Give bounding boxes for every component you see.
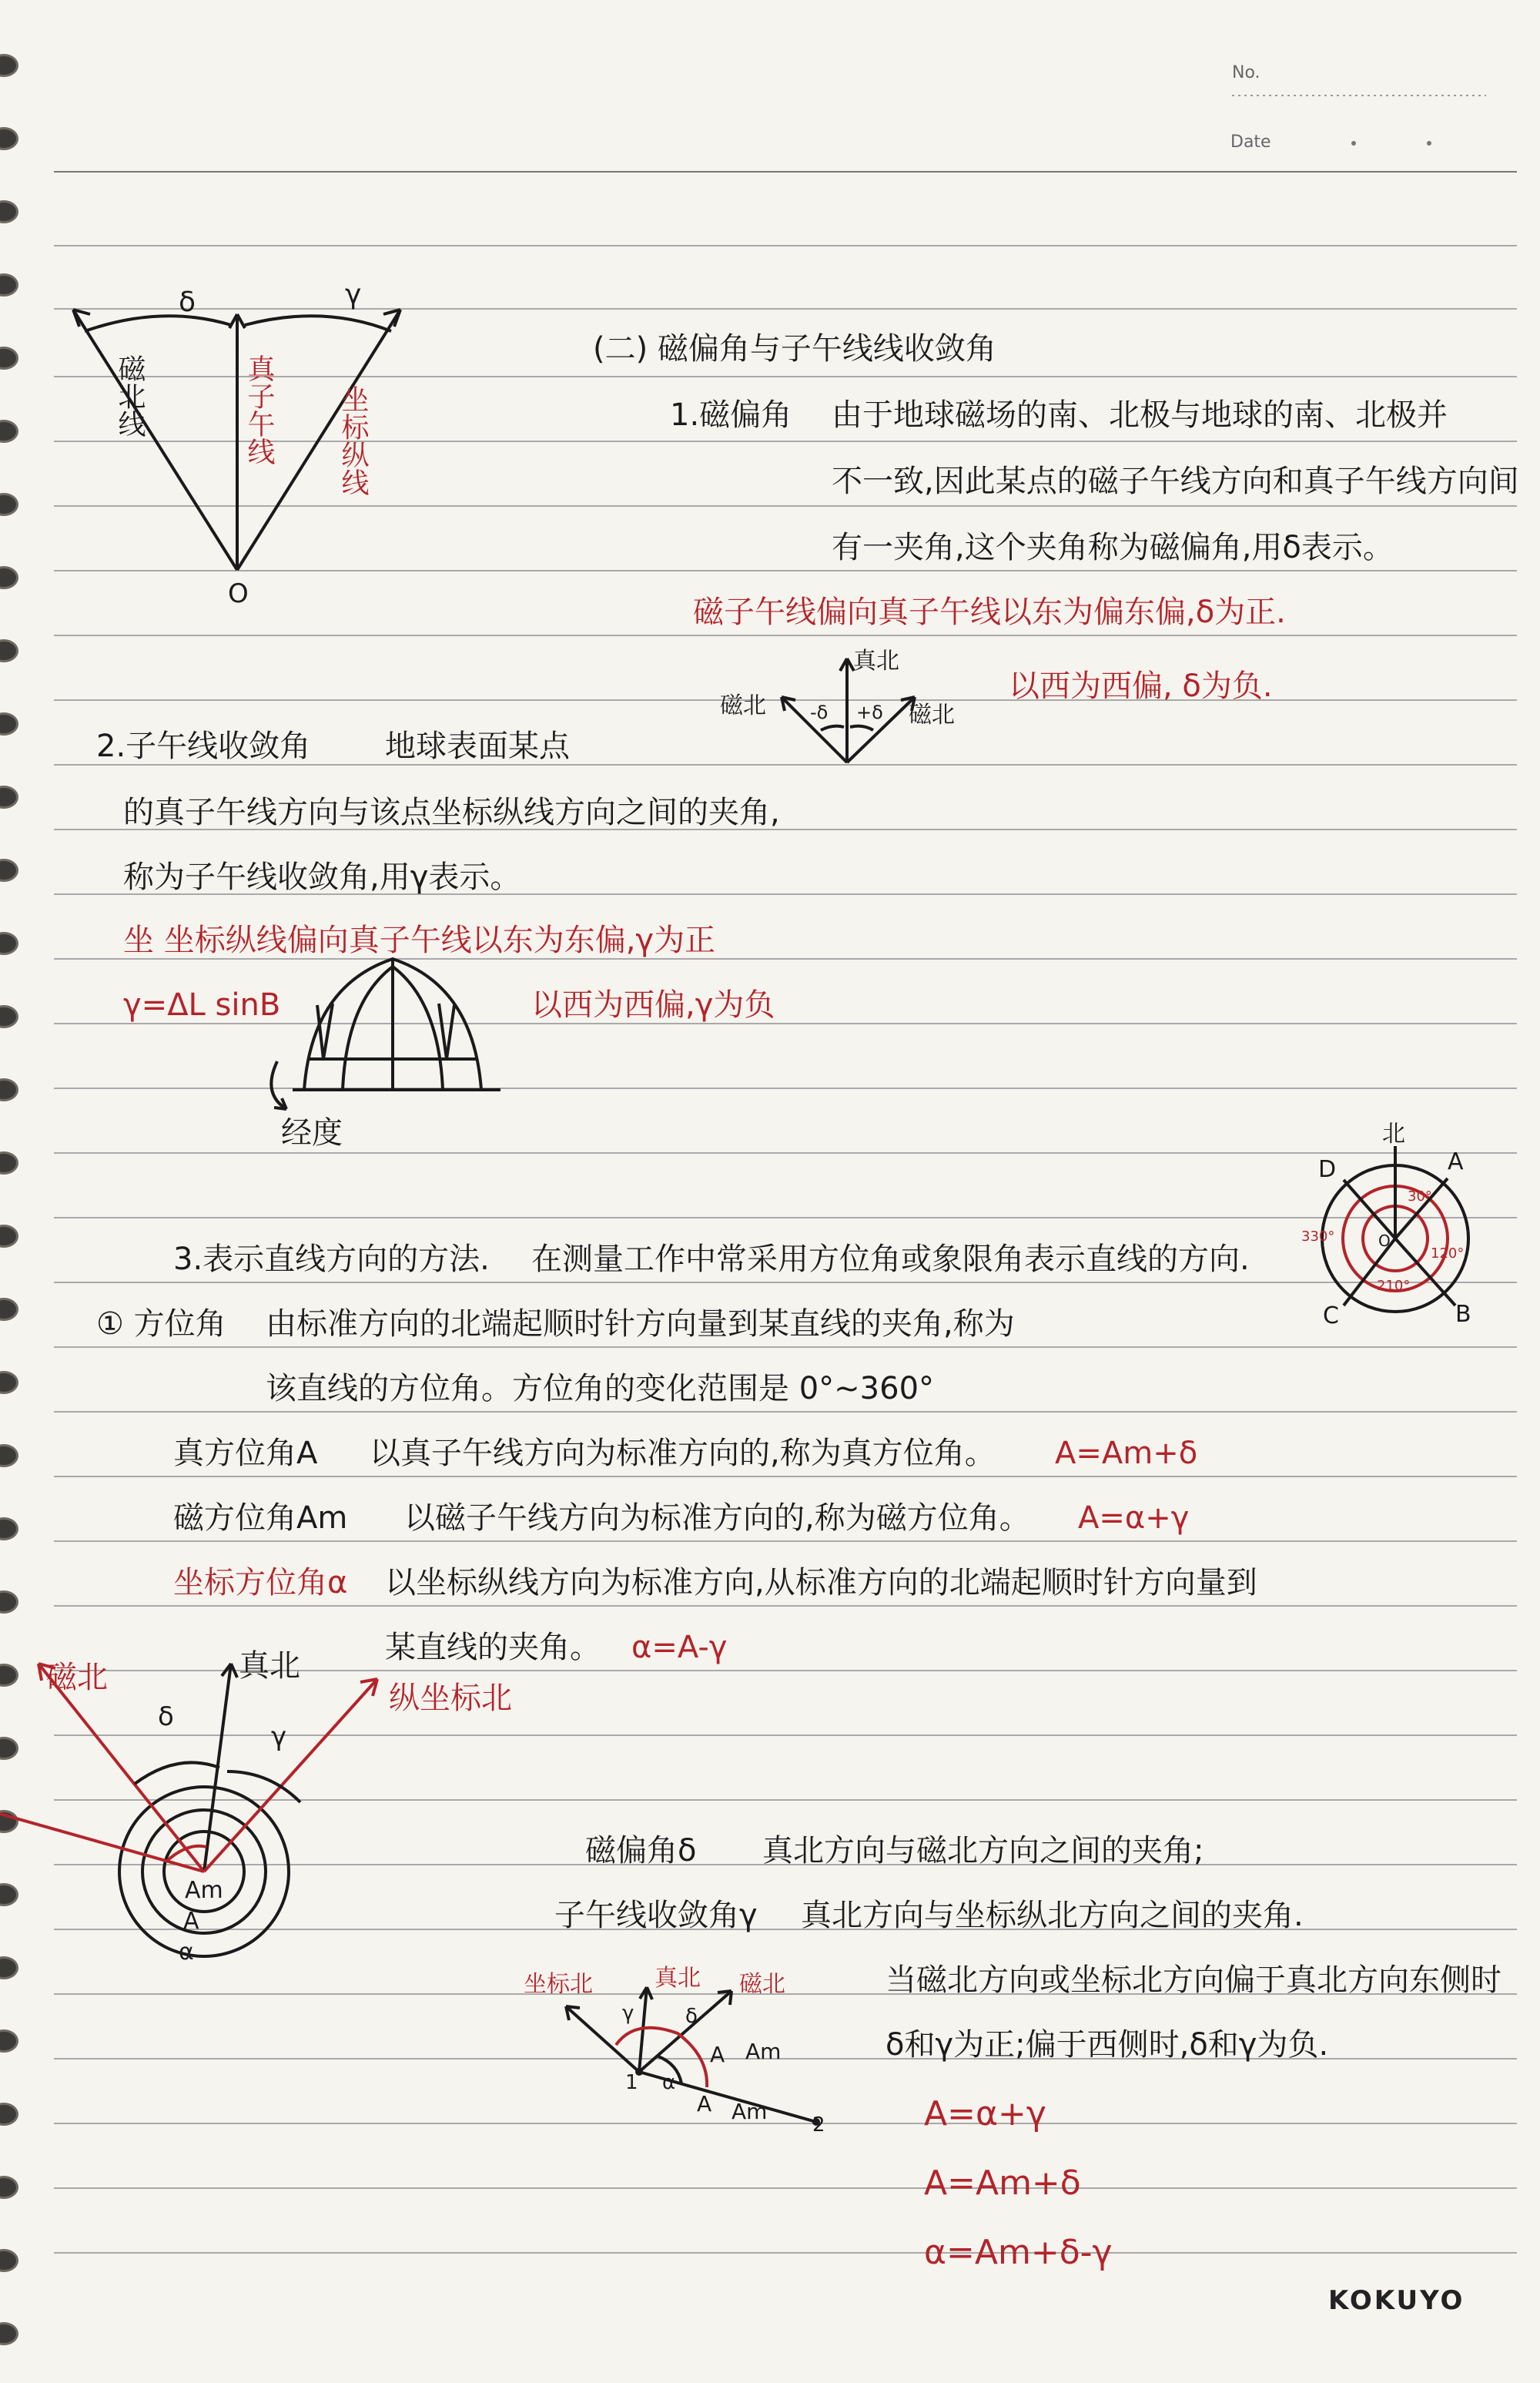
fig1-origin: O [228, 578, 249, 609]
section3-title: 3.表示直线方向的方法. [173, 1242, 490, 1277]
true-azimuth-formula: A=Am+δ [1055, 1436, 1198, 1471]
brand-logo: KOKUYO [1328, 2285, 1465, 2316]
date-label: Date [1230, 132, 1271, 152]
mini-true-north: 真北 [853, 648, 899, 675]
convergence-west-note: 以西为西偏,γ为负 [531, 987, 775, 1023]
true-azimuth-label: 真方位角A [173, 1436, 318, 1471]
fig1-grid-north-line: 坐标纵线 [337, 385, 369, 496]
mini-neg-delta: -δ [810, 702, 829, 723]
longitude-label: 经度 [281, 1115, 343, 1151]
magnetic-azimuth-formula: A=α+γ [1078, 1500, 1190, 1536]
big-am: Am [185, 1877, 223, 1904]
def-declination-label: 磁偏角δ [585, 1833, 697, 1869]
compass-angle-a: 30° [1408, 1188, 1432, 1205]
big-a: A [183, 1908, 199, 1935]
small-point-2: 2 [812, 2113, 825, 2137]
small-true-north: 真北 [654, 1965, 701, 1992]
big-true-north: 真北 [239, 1648, 300, 1684]
declination-east-note: 磁子午线偏向真子午线以东为偏东偏,δ为正. [693, 595, 1286, 630]
azimuth-line1: 由标准方向的北端起顺时针方向量到某直线的夹角,称为 [266, 1306, 1015, 1342]
item1-line2: 不一致,因此某点的磁子午线方向和真子午线方向间 [832, 464, 1519, 499]
sign-rule-line1: 当磁北方向或坐标北方向偏于真北方向东侧时 [886, 1962, 1502, 1998]
no-label: No. [1232, 63, 1260, 82]
small-point-1: 1 [625, 2071, 638, 2094]
convergence-line1-tail: 地球表面某点 [385, 729, 570, 764]
mini-pos-delta: +δ [856, 702, 883, 723]
big-alpha: α [179, 1939, 194, 1966]
compass-c: C [1323, 1302, 1339, 1329]
compass-d: D [1318, 1156, 1337, 1183]
small-a-bottom: A [697, 2091, 712, 2117]
big-delta: δ [158, 1701, 174, 1732]
item1-line1: 由于地球磁场的南、北极与地球的南、北极并 [832, 397, 1448, 433]
section3-title-tail: 在测量工作中常采用方位角或象限角表示直线的方向. [531, 1242, 1250, 1277]
small-a-label: A [710, 2042, 725, 2067]
mini-mag-north-left: 磁北 [720, 692, 766, 719]
compass-angle-b: 120° [1431, 1245, 1465, 1262]
grid-azimuth-formula: α=A-γ [631, 1630, 728, 1665]
compass-b: B [1455, 1301, 1471, 1328]
def-declination-text: 真北方向与磁北方向之间的夹角; [762, 1833, 1204, 1869]
convergence-line3: 称为子午线收敛角,用γ表示。 [123, 860, 521, 895]
small-alpha: α [662, 2071, 676, 2094]
compass-a: A [1448, 1148, 1464, 1175]
fig1-delta: δ [179, 287, 196, 318]
fig1-magnetic-north-line: 磁北线 [114, 354, 146, 437]
convergence-formula: γ=ΔL sinB [123, 987, 281, 1023]
azimuth-line2: 该直线的方位角。方位角的变化范围是 0°~360° [266, 1371, 935, 1406]
formula-3: α=Am+δ-γ [924, 2233, 1113, 2272]
mini-mag-north-right: 磁北 [909, 702, 955, 729]
compass-north: 北 [1382, 1121, 1405, 1148]
true-azimuth-text: 以真子午线方向为标准方向的,称为真方位角。 [370, 1436, 996, 1471]
convergence-title: 2.子午线收敛角 [96, 729, 311, 764]
item1-line3: 有一夹角,这个夹角称为磁偏角,用δ表示。 [832, 530, 1394, 565]
def-convergence-text: 真北方向与坐标纵北方向之间的夹角. [801, 1898, 1304, 1933]
small-gamma: γ [622, 2002, 634, 2025]
grid-azimuth-label: 坐标方位角α [173, 1565, 348, 1600]
small-grid-north: 坐标北 [524, 1971, 593, 1998]
azimuth-label: ① 方位角 [96, 1306, 226, 1342]
small-am-bottom: Am [732, 2099, 768, 2124]
grid-azimuth-line1: 以坐标纵线方向为标准方向,从标准方向的北端起顺时针方向量到 [385, 1565, 1257, 1600]
small-am-label: Am [745, 2039, 782, 2064]
fig1-true-meridian: 真子午线 [243, 354, 275, 465]
compass-angle-c: 210° [1377, 1278, 1411, 1294]
big-mag-north: 磁北 [46, 1660, 108, 1695]
item1-title: 1.磁偏角 [670, 397, 792, 433]
compass-o: O [1378, 1232, 1391, 1250]
big-gamma: γ [271, 1721, 287, 1752]
sign-rule-line2: δ和γ为正;偏于西侧时,δ和γ为负. [886, 2027, 1329, 2063]
section-heading: (二) 磁偏角与子午线线收敛角 [593, 331, 996, 367]
def-convergence-label: 子午线收敛角γ [554, 1898, 758, 1933]
formula-2: A=Am+δ [924, 2163, 1081, 2203]
formula-1: A=α+γ [924, 2094, 1046, 2133]
convergence-east-note: 坐 坐标纵线偏向真子午线以东为东偏,γ为正 [123, 923, 716, 958]
magnetic-azimuth-text: 以磁子午线方向为标准方向的,称为磁方位角。 [404, 1500, 1030, 1536]
big-grid-north: 纵坐标北 [389, 1681, 512, 1716]
magnetic-azimuth-label: 磁方位角Am [173, 1500, 348, 1536]
compass-angle-d: 330° [1301, 1228, 1335, 1245]
grid-azimuth-line2: 某直线的夹角。 [385, 1630, 601, 1665]
small-mag-north: 磁北 [739, 1971, 785, 1998]
small-delta: δ [685, 2005, 698, 2028]
declination-west-note: 以西为西偏, δ为负. [1009, 669, 1273, 704]
fig1-gamma: γ [345, 279, 362, 310]
convergence-line2: 的真子午线方向与该点坐标纵线方向之间的夹角, [123, 795, 780, 830]
